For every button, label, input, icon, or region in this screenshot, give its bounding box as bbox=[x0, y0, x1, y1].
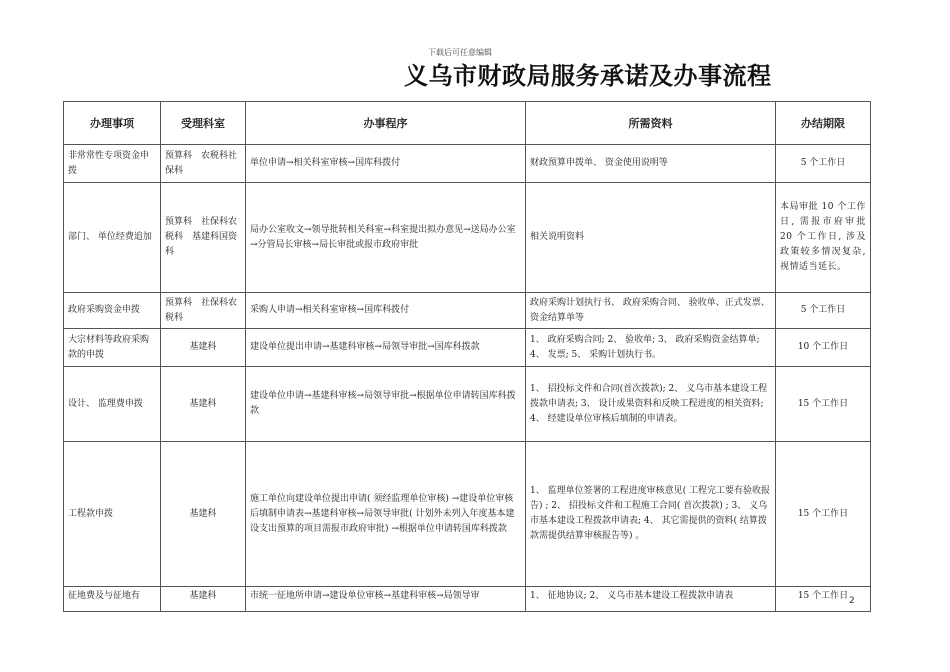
cell-dept: 基建科 bbox=[161, 329, 246, 367]
cell-period: 10 个工作日 bbox=[776, 329, 871, 367]
table-row bbox=[64, 329, 871, 367]
table-row bbox=[64, 442, 871, 587]
table-header-row bbox=[64, 102, 871, 145]
cell-procedure: 市统一征地所申请→建设单位审核→基建科审核→局领导审 bbox=[246, 587, 526, 612]
cell-period: 5 个工作日 bbox=[776, 293, 871, 329]
cell-procedure: 建设单位提出申请→基建科审核→局领导审批→国库科拨款 bbox=[246, 329, 526, 367]
header-materials: 所需资料 bbox=[526, 102, 776, 145]
watermark: 下载后可任意编辑 bbox=[428, 48, 492, 57]
cell-procedure: 采购人申请→相关科室审核→国库科拨付 bbox=[246, 293, 526, 329]
cell-dept: 基建科 bbox=[161, 367, 246, 442]
cell-materials: 1、 政府采购合同; 2、 验收单; 3、 政府采购资金结算单; 4、 发票; 5、 采购计划执行书。 bbox=[526, 329, 776, 367]
header-period: 办结期限 bbox=[776, 102, 871, 145]
cell-materials: 政府采购计划执行书、 政府采购合同、 验收单、正式发票、 资金结算单等 bbox=[526, 293, 776, 329]
cell-period: 5 个工作日 bbox=[776, 145, 871, 183]
cell-item: 部门、 单位经费追加 bbox=[64, 183, 161, 293]
page-number: 2 bbox=[849, 596, 855, 606]
table-row bbox=[64, 145, 871, 183]
cell-dept: 预算科 农税科社保科 bbox=[161, 145, 246, 183]
cell-materials: 1、 招投标文件和合同(首次拨款); 2、 义乌市基本建设工程拨款申请表; 3、 设计成果资料和反映工程进度的相关资料; 4、 经建设单位审核后填制的申请表。 bbox=[526, 367, 776, 442]
cell-item: 设计、 监理费申拨 bbox=[64, 367, 161, 442]
cell-materials: 1、 监理单位签署的工程进度审核意见( 工程完工要有验收报告) ; 2、 招投标文件和工程施工合同( 首次拨款) ; 3、 义乌市基本建设工程拨款申请表; 4、 其它需提供的资料( 结算拨款需提供结算审核报告等) 。 bbox=[526, 442, 776, 587]
cell-dept: 基建科 bbox=[161, 442, 246, 587]
cell-item: 征地费及与征地有 bbox=[64, 587, 161, 612]
cell-materials: 相关说明资料 bbox=[526, 183, 776, 293]
cell-period: 本局审批 10 个工作日, 需报市府审批 20 个工作日, 涉及政策较多情况复杂, 视情适当延长。 bbox=[776, 183, 871, 293]
cell-item: 大宗材料等政府采购款的申拨 bbox=[64, 329, 161, 367]
cell-item: 政府采购资金申拨 bbox=[64, 293, 161, 329]
service-process-table bbox=[63, 101, 871, 612]
header-dept: 受理科室 bbox=[161, 102, 246, 145]
cell-dept: 预算科 社保科农税科 基建科国资科 bbox=[161, 183, 246, 293]
header-item: 办理事项 bbox=[64, 102, 161, 145]
cell-dept: 预算科 社保科农税科 bbox=[161, 293, 246, 329]
table-row bbox=[64, 293, 871, 329]
cell-procedure: 建设单位申请→基建科审核→局领导审批→根据单位申请转国库科拨款 bbox=[246, 367, 526, 442]
table-row bbox=[64, 183, 871, 293]
table-row bbox=[64, 587, 871, 612]
cell-dept: 基建科 bbox=[161, 587, 246, 612]
cell-procedure: 单位申请→相关科室审核→国库科拨付 bbox=[246, 145, 526, 183]
header-procedure: 办事程序 bbox=[246, 102, 526, 145]
table-row bbox=[64, 367, 871, 442]
cell-item: 非常常性专项资金申拨 bbox=[64, 145, 161, 183]
cell-materials: 1、 征地协议; 2、 义乌市基本建设工程拨款申请表 bbox=[526, 587, 776, 612]
cell-materials: 财政预算申拨单、 资金使用说明等 bbox=[526, 145, 776, 183]
document-title: 义乌市财政局服务承诺及办事流程 bbox=[404, 62, 772, 90]
cell-procedure: 局办公室收文→领导批转相关科室→科室提出拟办意见→送局办公室→分管局长审核→局长审批或报市政府审批 bbox=[246, 183, 526, 293]
cell-period: 15 个工作日 bbox=[776, 587, 871, 612]
cell-period: 15 个工作日 bbox=[776, 367, 871, 442]
cell-procedure: 施工单位向建设单位提出申请( 须经监理单位审核) →建设单位审核后填制申请表→基建科审核→局领导审批( 计划外未列入年度基本建设支出预算的项目需报市政府审批) →根据单位申请转国库科拨款 bbox=[246, 442, 526, 587]
cell-period: 15 个工作日 bbox=[776, 442, 871, 587]
cell-item: 工程款申拨 bbox=[64, 442, 161, 587]
